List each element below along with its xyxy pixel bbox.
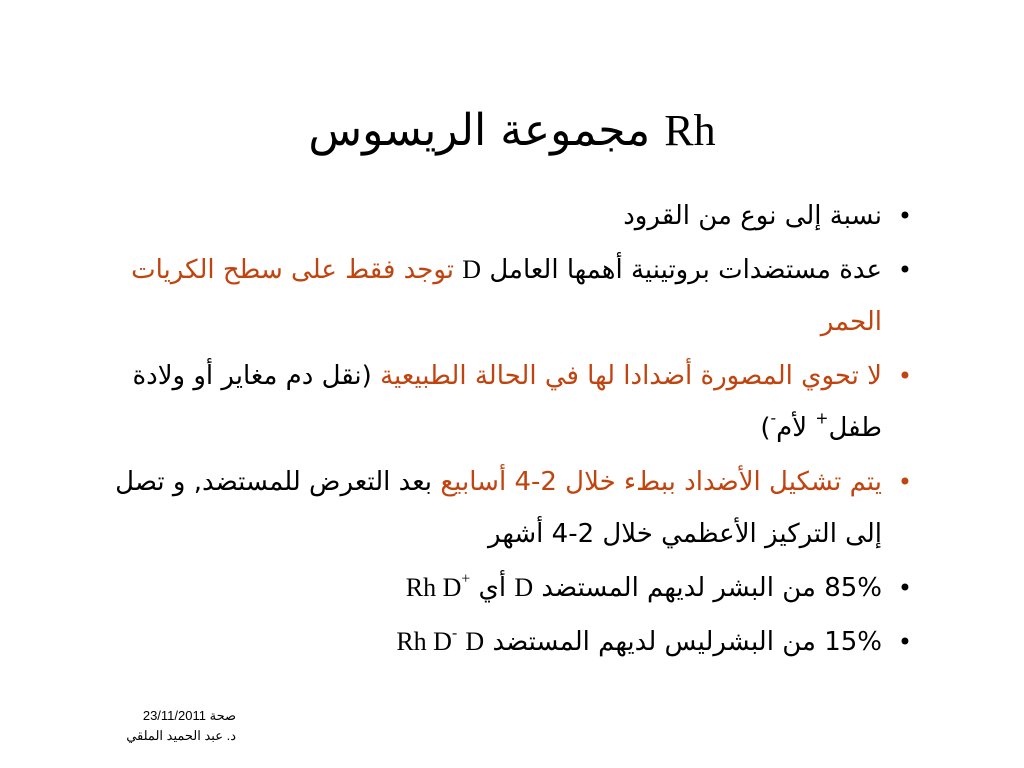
rh-sign: + [461, 570, 471, 588]
factor-d: D [462, 255, 482, 284]
highlighted-text: توجد فقط على سطح الكريات الحمر [131, 255, 882, 337]
bullet-list [80, 190, 912, 668]
list-item [80, 350, 912, 454]
bullet-text: عدة مستضدات بروتينية أهمها العامل [489, 255, 882, 285]
bullet-text-mother: لأم [776, 413, 808, 443]
bullet-dot: • [897, 362, 912, 390]
list-item [80, 456, 912, 560]
bullet-dot: • [897, 468, 912, 496]
bullet-text: 85% من البشر لديهم المستضد [541, 573, 882, 603]
plus-sign: + [815, 409, 829, 428]
rh-type [396, 624, 458, 656]
title-latin: Rh [664, 106, 716, 155]
list-item [80, 244, 912, 348]
list-item [80, 616, 912, 668]
bullet-text: بعد التعرض للمستضد, و تصل إلى التركيز الأعظمي خلال 2-4 أشهر [115, 467, 882, 549]
bullet-text: 15% من البشرليس لديهم المستضد [492, 627, 882, 657]
title-arabic: مجموعة الريسوس [308, 105, 651, 156]
footer-date: صحة 23/11/2011 [142, 708, 236, 723]
factor-d: D [514, 573, 534, 602]
bullet-dot: • [897, 202, 912, 230]
rh-label: Rh D [405, 573, 462, 602]
list-item [80, 190, 912, 242]
bullet-text: (نقل دم مغاير أو ولادة طفل [132, 361, 882, 443]
bullet-dot: • [897, 574, 912, 602]
slide-title [0, 96, 1024, 166]
highlighted-text: يتم تشكيل الأضداد ببطء خلال 2-4 أسابيع [440, 467, 882, 497]
list-item [80, 562, 912, 614]
rh-sign: - [451, 624, 458, 642]
footer-author: د. عبد الحميد الملقي [126, 728, 236, 743]
bullet-dot: • [897, 628, 912, 656]
minus-sign: - [770, 409, 777, 428]
closing-paren: ) [760, 413, 771, 443]
factor-d: D [465, 627, 485, 656]
bullet-text-ay: أي [478, 573, 507, 603]
highlighted-text: لا تحوي المصورة أضدادا لها في الحالة الطبيعية [380, 361, 882, 391]
rh-type [405, 570, 471, 602]
bullet-text: نسبة إلى نوع من القرود [623, 201, 882, 231]
rh-label: Rh D [396, 627, 452, 656]
bullet-dot: • [897, 256, 912, 284]
slide-footer [76, 706, 236, 746]
